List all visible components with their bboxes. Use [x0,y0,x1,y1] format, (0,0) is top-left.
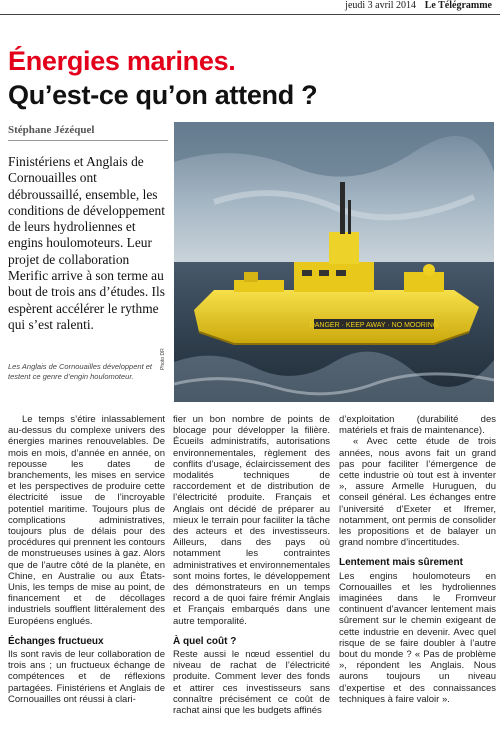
subheading: À quel coût ? [173,635,237,647]
subheading: Échanges fructueux [8,635,104,647]
article-paragraph: « Avec cette étude de trois années, nous avons fait un grand pas pour faciliter l’émergence de cette industrie où tout est à inventer », assure Armelle Huruguen, du conseil général. Les échanges entre l’université d’Exeter et Ifremer, notamment, ont permis de consolider les propositions et de balayer un grand nombre d’incertitudes. [339,436,496,549]
article-paragraph: Reste aussi le nœud essentiel du niveau de rachat de l’électricité produite. Comment lever des fonds et attirer ces investisseurs sans connaître précisément ce coût de rachat ainsi que les budgets affinés [173,649,330,717]
lead-paragraph: Finistériens et Anglais de Cornouailles ont débroussaillé, ensemble, les conditions de développement de leurs hydroliennes et engins houlomoteurs. Leur projet de collaboration Merific arrive à son terme au bout de trois ans d’études. Ils espèrent accélérer le rythme qui s’est ralenti. [8,154,165,332]
headline-main: Qu’est-ce qu’on attend ? [8,80,318,110]
hull-warning-text: DANGER · KEEP AWAY · NO MOORING [309,322,439,329]
article-paragraph: Le temps s’étire inlassablement au-dessus du complexe univers des énergies marines renouvelables. De mois en mois, d’année en année, on repousse les dates de branchements, les mises en service et les perspectives de produire cette électricité issue de l’incroyable potentiel maritime. Toujours plus de complications administratives, toujours plus de délais pour des procédures qui prennent les contours de monstrueuses usines à gaz. Alors que de l’autre côté de la planète, en Chine, en Australie ou aux États-Unis, les temps de mise au point, de financement et de décollages industriels soufflent littéralement des Européens englués. [8,414,165,627]
author-byline: Stéphane Jézéquel [8,124,95,136]
photo-caption: Les Anglais de Cornouailles développent et testent ce genre d’engin houlomoteur. [8,362,152,381]
wave-energy-device-photo [174,122,494,402]
article-paragraph: d’exploitation (durabilité des matériels et frais de maintenance). [339,414,496,437]
article-column-1 [8,414,165,705]
article-paragraph: Les engins houlomoteurs en Cornouailles et les hydroliennes imaginées dans le Fromveur continuent d’avancer lentement mais sûrement sur le chemin exigeant de cette industrie en devenir. Avec quel risque de se faire doubler à l’autre bout du monde ? « Pas de problème », répondent les Anglais. Nous aurons toujours un niveau d’expertise et des connaissances techniques à faire valoir ». [339,570,496,705]
article-paragraph: fier un bon nombre de points de blocage pour développer la filière. Écueils administratifs, autorisations environnementales, règlement des conflits d’usage, éclaircissement des modalités techniques de raccordement et de distribution de l’électricité produite. Français et Anglais ont décidé de préparer au mieux le terrain pour faciliter la tâche des acteurs et des investisseurs. Ailleurs, dans des pays où notamment les contraintes administratives et environnementales sont moins fortes, le développement des démonstrateurs en un temps record a de quoi faire frémir Anglais et Français embarqués dans une autre temporalité. [173,414,330,627]
article-column-3 [339,414,496,705]
byline-divider [8,140,168,141]
running-head [0,0,500,15]
issue-date: jeudi 3 avril 2014 [345,0,416,11]
subheading: Lentement mais sûrement [339,557,463,569]
newspaper-name: Le Télégramme [424,0,492,11]
article-column-2 [173,414,330,716]
article-paragraph: Ils sont ravis de leur collaboration de trois ans ; un fructueux échange de compétences et de réflexions partagées. Finistériens et Anglais de Cornouailles ont réussi à clari- [8,649,165,705]
photo-credit: Photo DR [160,348,166,370]
article-photo [174,122,494,402]
headline-kicker: Énergies marines. [8,46,236,76]
